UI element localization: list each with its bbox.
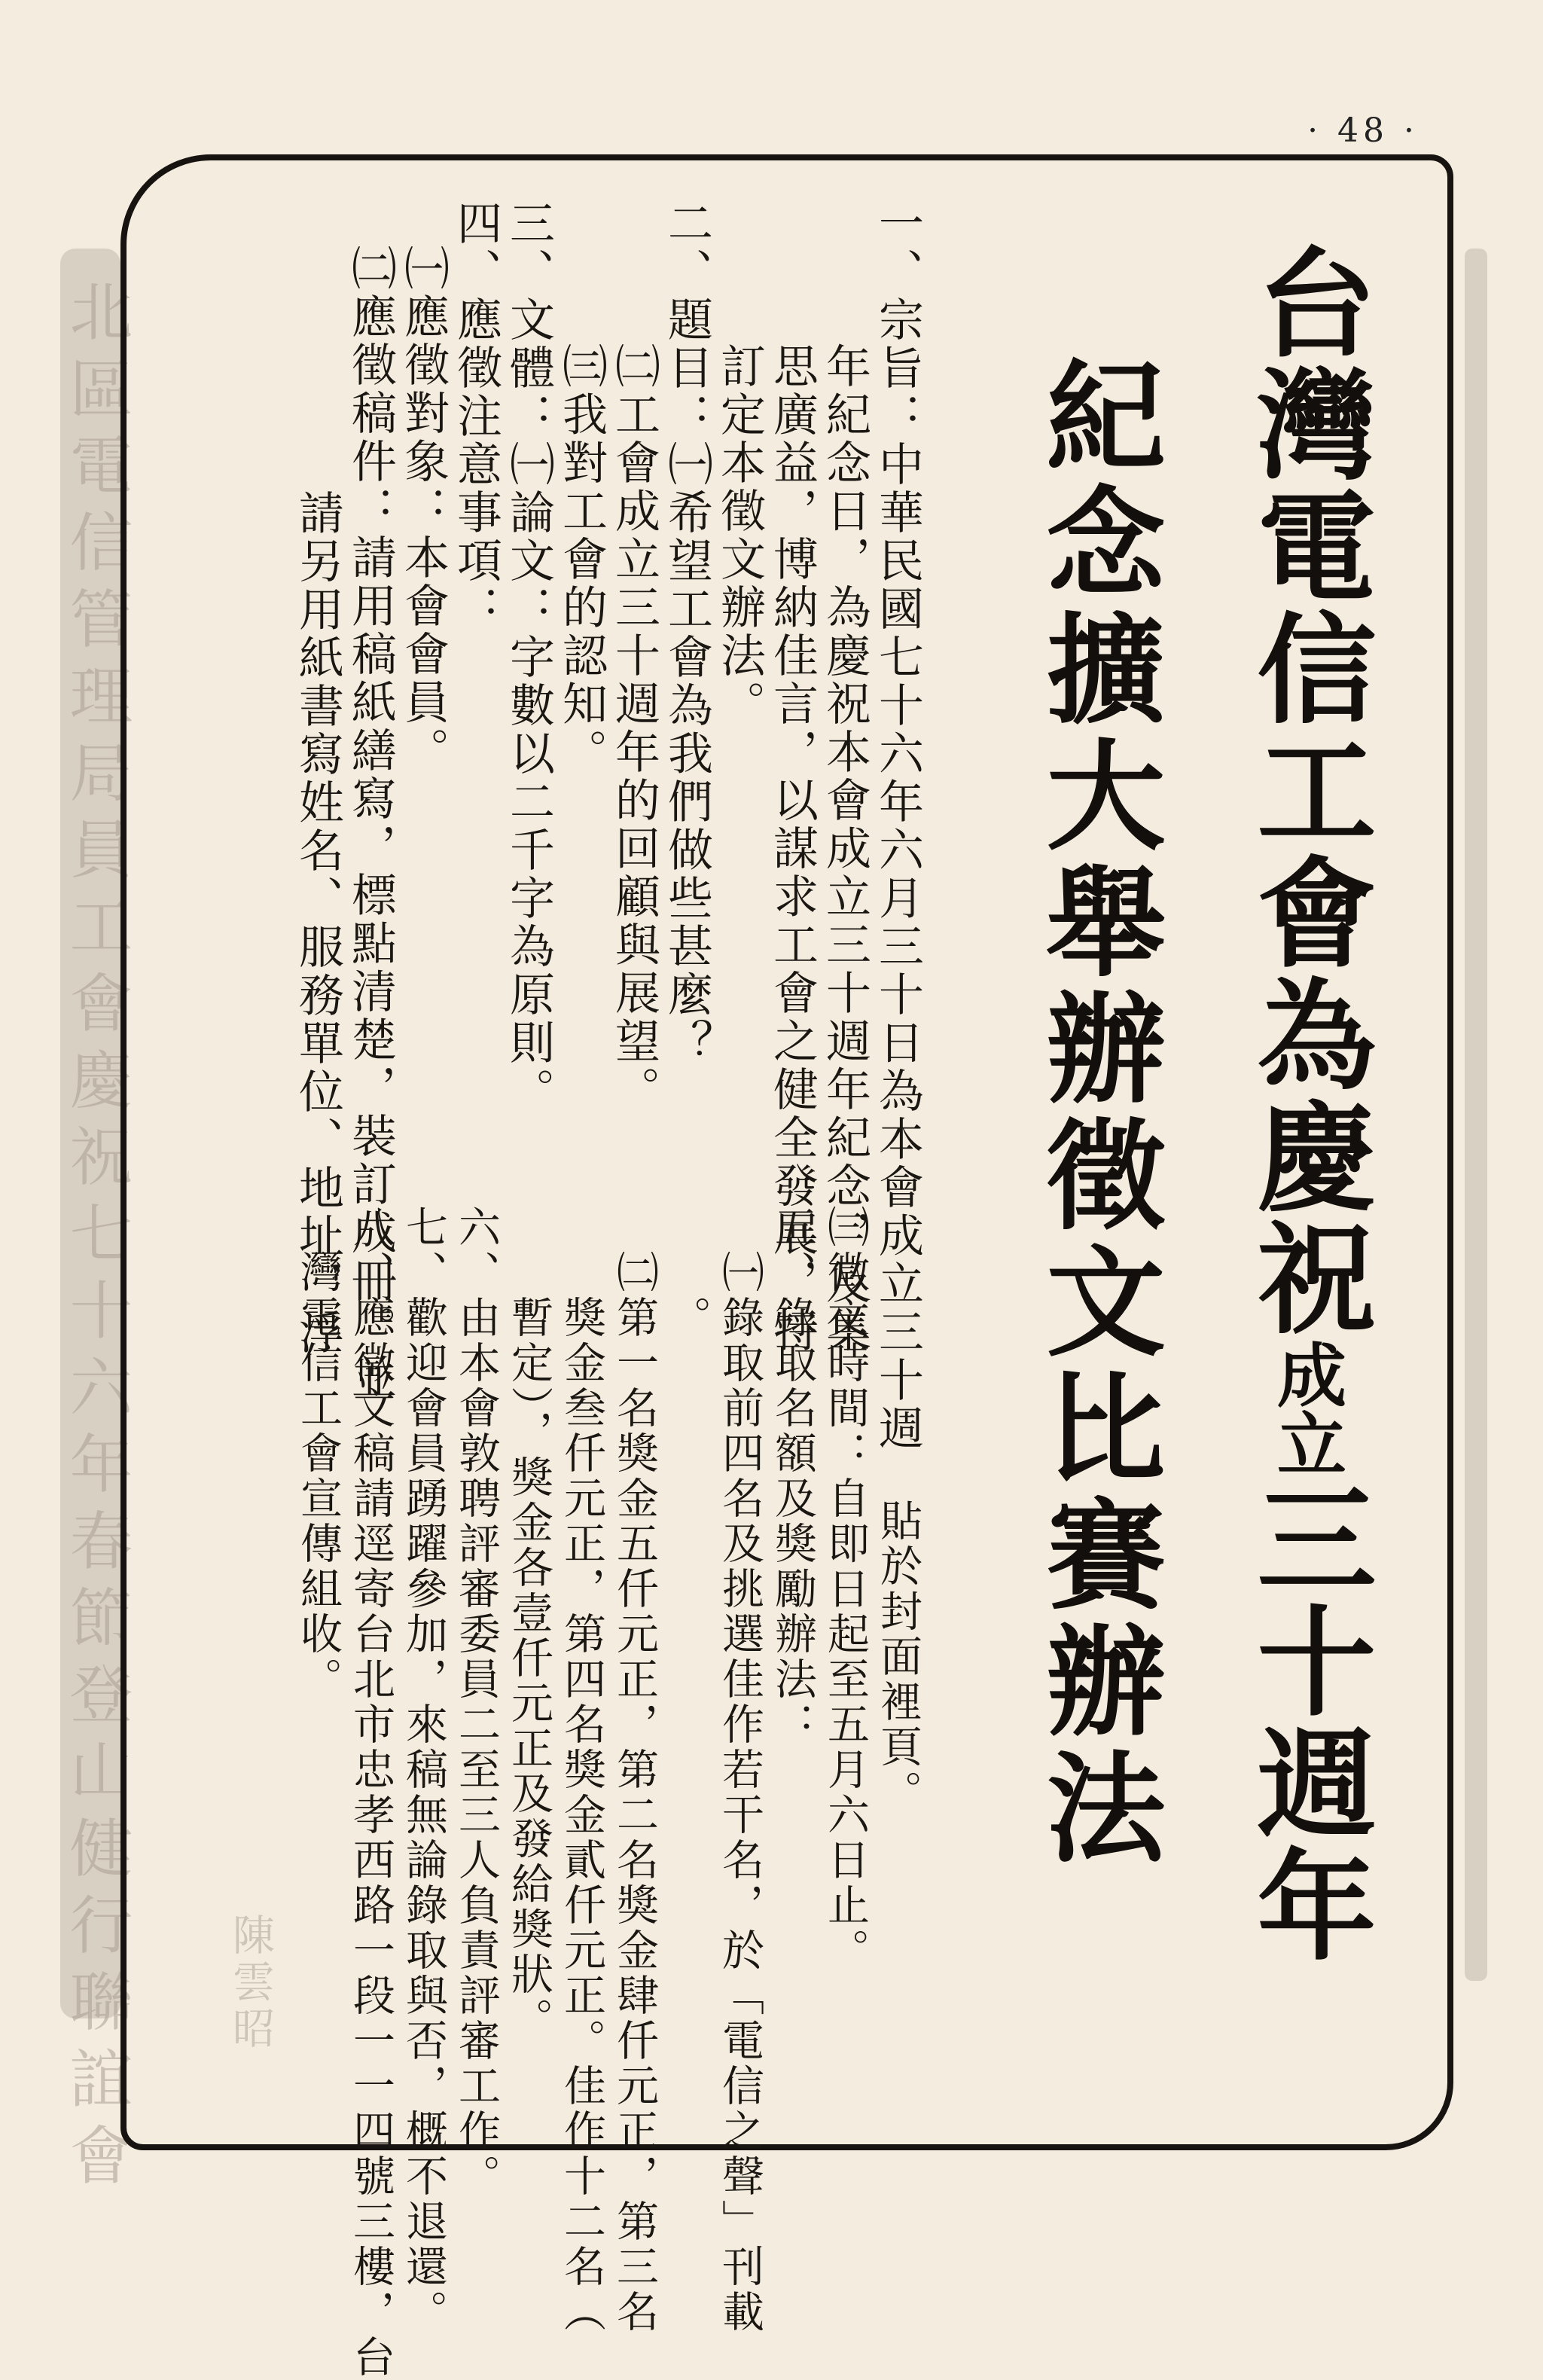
bleed-left-column: 北區電信管理局員工會慶祝七十六年春節登山健行聯誼會 (59, 279, 133, 2199)
title-line-2: 紀念擴大舉辦徵文比賽辦法 (1026, 354, 1166, 1872)
s6-heading: 六、由本會敦聘評審委員二至三人負責評審工作。 (452, 1205, 501, 2199)
s4-line4: 請另用紙書寫姓名、服務單位、地址，浮 (291, 490, 344, 1357)
s8-line2: 灣電信工會宣傳組收。 (294, 1250, 343, 1702)
s1-line3: 思廣益，博納佳言，以謀求工會之健全發展，特 (766, 343, 819, 1355)
title-line1-small: 成立 (1266, 1339, 1347, 1478)
title-line1-tail: 三十週年 (1237, 1478, 1377, 1966)
s1-line4: 訂定本徵文辦法。 (713, 343, 766, 728)
s4-line3: ㈡應徵稿件：請用稿紙繕寫，標點清楚，裝訂成冊。並 (344, 245, 397, 1402)
s5-line2: ㈠錄取前四名及挑選佳作若干名，於「電信之聲」刊載 (715, 1250, 764, 2335)
s5-heading: 五、錄取名額及獎勵辦法： (768, 1205, 817, 1747)
page-number: · 48 · (1307, 111, 1419, 150)
s4-line6: ㈢徵文時間：自即日起至五月六日止。 (821, 1205, 870, 1973)
title-line-1 (1235, 241, 1378, 1966)
s8-heading: 八、應徵文稿請逕寄台北市忠孝西路一段一一四號三樓，台 (346, 1205, 395, 2380)
s5-line4: ㈡第一名獎金五仟元正，第二名獎金肆仟元正，第三名 (610, 1250, 659, 2335)
s2-line2: ㈡工會成立三十週年的回顧與展望。 (608, 343, 660, 1114)
s2-line3: ㈢我對工會的認知。 (555, 343, 608, 777)
s1-line2: 年紀念日，為慶祝本會成立三十週年紀念，及集 (819, 343, 871, 1355)
s4-heading: 四、應徵注意事項： (450, 200, 502, 633)
s7-heading: 七、歡迎會員踴躍參加，來稿無論錄取與否，概不退還。 (399, 1205, 448, 2335)
s5-line5: 獎金叁仟元正，第四名獎金貳仟元正。佳作十二名（ (557, 1295, 606, 2335)
s5-line3: 。 (663, 1295, 712, 1338)
s5-line6: 暫定），獎金各壹仟元正及發給獎狀。 (505, 1295, 553, 2043)
s3-heading: 三、文體：㈠論文：字數以二千字為原則。 (502, 200, 555, 1115)
s2-heading: 二、題目：㈠希望工會為我們做些甚麼？ (660, 200, 713, 1067)
title-line1-main: 台灣電信工會為慶祝 (1237, 241, 1377, 1339)
s1-heading: 一、宗旨：中華民國七十六年六月三十日為本會成立三十週 (871, 200, 924, 1453)
s4-line5: 貼於封面裡頁。 (874, 1499, 922, 1815)
bleed-author: 陳雲昭 (226, 1913, 275, 2053)
s4-line2: ㈠應徵對象：本會會員。 (397, 245, 450, 775)
